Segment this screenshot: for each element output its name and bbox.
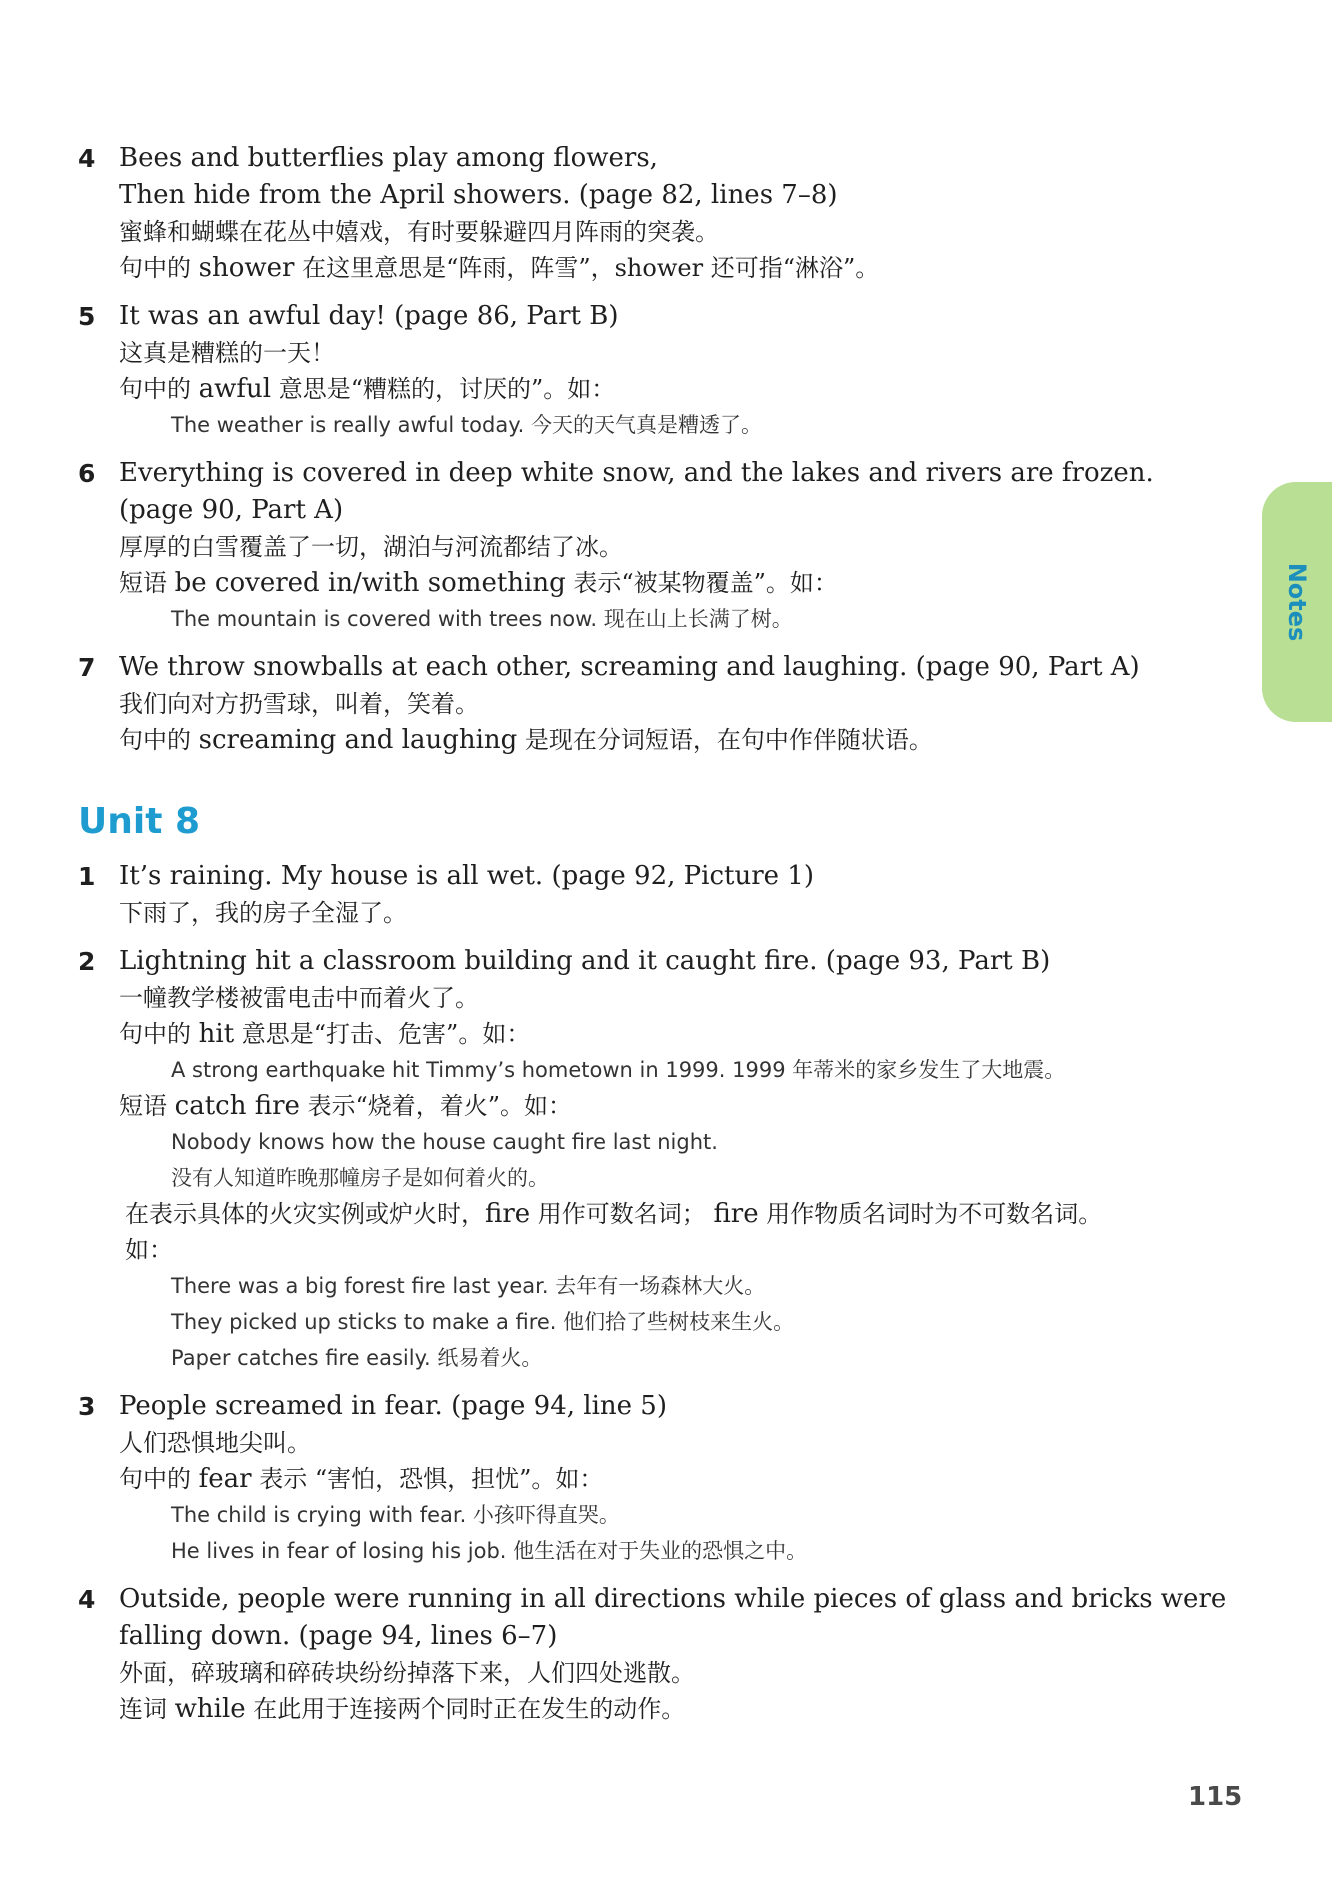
notes-tab-label: Notes bbox=[1283, 562, 1311, 642]
note-number: 6 bbox=[78, 459, 96, 488]
note-explanation: 在表示具体的火灾实例或炉火时，fire 用作可数名词； fire 用作物质名词时为不可数名词。 bbox=[125, 1199, 1103, 1229]
unit7-note-7 bbox=[78, 649, 1228, 758]
note-explanation: 句中的 screaming and laughing 是现在分词短语，在句中作伴随状语。 bbox=[119, 725, 933, 755]
note-chinese-translation: 这真是糟糕的一天！ bbox=[119, 339, 335, 367]
note-explanation: 句中的 awful 意思是“糟糕的，讨厌的”。如： bbox=[119, 374, 616, 404]
note-number: 7 bbox=[78, 653, 96, 682]
note-chinese-translation: 厚厚的白雪覆盖了一切，湖泊与河流都结了冰。 bbox=[119, 533, 623, 561]
unit8-note-4 bbox=[78, 1581, 1228, 1727]
note-example: He lives in fear of losing his job. 他生活在对于失业的恐惧之中。 bbox=[171, 1539, 808, 1563]
note-explanation: 连词 while 在此用于连接两个同时正在发生的动作。 bbox=[119, 1694, 686, 1724]
page-number: 115 bbox=[1188, 1782, 1243, 1812]
note-number: 1 bbox=[78, 862, 96, 891]
unit8-note-3 bbox=[78, 1388, 1228, 1569]
unit7-note-5 bbox=[78, 298, 1228, 443]
note-english-sentence: People screamed in fear. (page 94, line 5) bbox=[119, 1391, 667, 1421]
note-chinese-translation: 我们向对方扔雪球，叫着，笑着。 bbox=[119, 690, 479, 718]
note-chinese-translation: 一幢教学楼被雷电击中而着火了。 bbox=[119, 984, 479, 1012]
note-explanation: 短语 be covered in/with something 表示“被某物覆盖”。如： bbox=[119, 568, 838, 598]
unit-8-title: Unit 8 bbox=[78, 801, 200, 842]
note-explanation: 句中的 fear 表示 “害怕，恐惧，担忧”。如： bbox=[119, 1464, 604, 1494]
note-example: There was a big forest fire last year. 去年有一场森林大火。 bbox=[171, 1274, 766, 1298]
note-english-sentence: (page 90, Part A) bbox=[119, 495, 344, 525]
note-explanation: 句中的 shower 在这里意思是“阵雨，阵雪”，shower 还可指“淋浴”。 bbox=[119, 253, 880, 283]
note-english-sentence: Lightning hit a classroom building and it caught fire. (page 93, Part B) bbox=[119, 946, 1051, 976]
note-explanation: 如： bbox=[125, 1236, 173, 1264]
note-number: 4 bbox=[78, 1585, 96, 1614]
note-chinese-translation: 蜜蜂和蝴蝶在花丛中嬉戏，有时要躲避四月阵雨的突袭。 bbox=[119, 218, 719, 246]
note-number: 5 bbox=[78, 302, 96, 331]
note-explanation: 句中的 hit 意思是“打击、危害”。如： bbox=[119, 1019, 531, 1049]
note-example: Nobody knows how the house caught fire last night. bbox=[171, 1130, 718, 1154]
note-english-sentence: It’s raining. My house is all wet. (page 92, Picture 1) bbox=[119, 861, 814, 891]
notes-side-tab bbox=[1262, 482, 1332, 722]
note-number: 3 bbox=[78, 1392, 96, 1421]
note-example: They picked up sticks to make a fire. 他们拾了些树枝来生火。 bbox=[171, 1310, 795, 1334]
note-chinese-translation: 人们恐惧地尖叫。 bbox=[119, 1429, 311, 1457]
note-english-sentence: We throw snowballs at each other, screaming and laughing. (page 90, Part A) bbox=[119, 652, 1140, 682]
note-english-sentence: It was an awful day! (page 86, Part B) bbox=[119, 301, 619, 331]
note-example: A strong earthquake hit Timmy’s hometown in 1999. 1999 年蒂米的家乡发生了大地震。 bbox=[171, 1058, 1066, 1082]
note-english-sentence: Everything is covered in deep white snow, and the lakes and rivers are frozen. bbox=[119, 458, 1154, 488]
note-explanation: 短语 catch fire 表示“烧着，着火”。如： bbox=[119, 1091, 573, 1121]
note-chinese-translation: 下雨了，我的房子全湿了。 bbox=[119, 899, 407, 927]
note-example: The child is crying with fear. 小孩吓得直哭。 bbox=[171, 1503, 620, 1527]
note-example: The mountain is covered with trees now. 现在山上长满了树。 bbox=[171, 607, 793, 631]
note-example: Paper catches fire easily. 纸易着火。 bbox=[171, 1346, 543, 1370]
note-example: 没有人知道昨晚那幢房子是如何着火的。 bbox=[171, 1166, 549, 1190]
unit7-note-4 bbox=[78, 140, 1228, 286]
note-number: 2 bbox=[78, 947, 96, 976]
unit7-notes bbox=[78, 140, 1228, 758]
note-number: 4 bbox=[78, 144, 96, 173]
note-english-sentence: Then hide from the April showers. (page 82, lines 7–8) bbox=[119, 180, 838, 210]
note-example: The weather is really awful today. 今天的天气真是糟透了。 bbox=[171, 413, 762, 437]
unit7-note-6 bbox=[78, 455, 1228, 637]
note-english-sentence: Outside, people were running in all directions while pieces of glass and bricks were bbox=[119, 1584, 1227, 1614]
note-chinese-translation: 外面，碎玻璃和碎砖块纷纷掉落下来，人们四处逃散。 bbox=[119, 1659, 695, 1687]
note-english-sentence: falling down. (page 94, lines 6–7) bbox=[119, 1621, 558, 1651]
unit8-note-1 bbox=[78, 858, 1228, 931]
unit8-note-2 bbox=[78, 943, 1228, 1376]
page-content bbox=[78, 140, 1228, 1739]
note-english-sentence: Bees and butterflies play among flowers, bbox=[119, 143, 658, 173]
